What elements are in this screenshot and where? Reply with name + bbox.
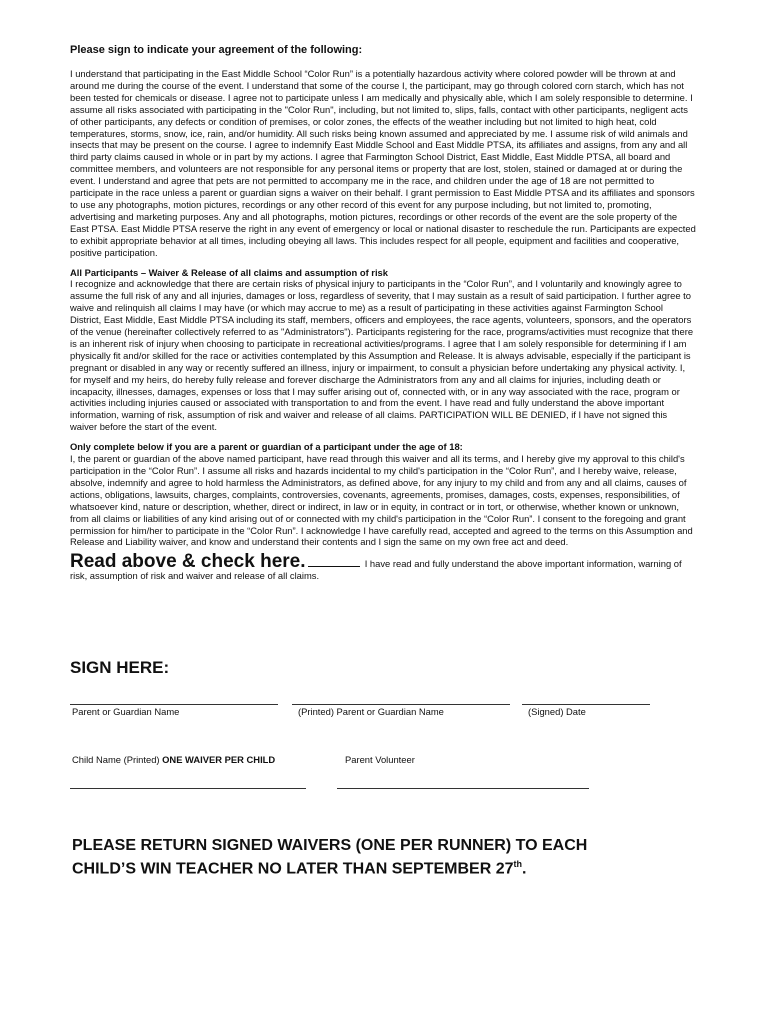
guardian-section-title: Only complete below if you are a parent or guardian of a participant under the age of 18: — [70, 441, 463, 453]
printed-parent-name-line[interactable] — [292, 704, 510, 705]
child-name-line[interactable] — [70, 788, 306, 789]
one-waiver-per-child-note: ONE WAIVER PER CHILD — [162, 754, 276, 765]
return-instructions-line-1: PLEASE RETURN SIGNED WAIVERS (ONE PER RUNNER) TO EACH — [72, 837, 588, 854]
parent-name-line[interactable] — [70, 704, 278, 705]
signed-date-line[interactable] — [522, 704, 650, 705]
guardian-consent-paragraph: I, the parent or guardian of the above named participant, have read through this waiver and all its terms, and I hereby give my approval to this child's participation in the “Color Run”. I assume all risks and hazards incidental to my child's participation in the “Color Run”, and I hereby waive, release, absolve, indemnify and agree to hold harmless the Administrators, as defined above, for any injury to my child and from any and all claims, causes of actions, obligations, lawsuits, charges, complaints, controversies, covenants, agreements, promises, damages, costs, expenses, responsibilities, of whatsoever kind, nature or description, whether, direct or indirect, in law or in equity, in contract or in tort, or otherwise, whether known or unknown, from all claims or liabilities of any kind arising out of or connected with my child's participation in the “Color Run”. I consent to the foregoing and grant permission for him/her to participate in the “Color Run”. I acknowledge I have carefully read, accepted and agreed to the terms on this Assumption and Release and Liability waiver, and know and understand their contents and I sign the same on my own free act and deed. — [70, 453, 693, 548]
printed-parent-name-label: (Printed) Parent or Guardian Name — [298, 706, 444, 717]
general-terms-paragraph: I understand that participating in the East Middle School “Color Run” is a potentially hazardous activity where colored powder will be thrown at and around me during the course of the event. I understand that some of the course I, the participant, may go through colored corn starch, which has not been tested for chemicals or disease. I agree not to participate unless I am medically and physically able, which I am solely responsible to determine. I assume all risks associated with participating in the "Color Run", including, but not limited to, slips, falls, contact with other participants, negligent acts of other participants, any defects or condition of premises, or color zones, the effects of the weather including but not limited to high heat, cold temperatures, storms, snow, ice, rain, and/or humidity. All such risks being known assumed and appreciated by me. I assume risk of wild animals and insects that may be present on the course. I agree to indemnify East Middle School and East Middle PTSA, its affiliates and assigns, from any and all third party claims caused in whole or in part by my actions. I agree that Farmington School District, East Middle, East Middle PTSA, all board and committee members, and volunteers are not responsible for any personal items or property that are lost, stolen, stained or damaged at or during the event. I understand and agree that pets are not permitted to accompany me in the race, and children under the age of 18 are not permitted to participate in the race unless a parent or guardian signs a waiver on their behalf. I grant permission to East Middle PTSA and its affiliates and sponsors to use any photographs, motion pictures, recordings or any other record of this event for any purpose including, but not limited to, promoting, advertising and marketing purposes. Any and all photographs, motion pictures, recordings or other records of the event are the sole property of the East PTSA. East Middle PTSA reserve the right in any event of emergency or local or national disaster to reschedule the run. Participants are expected to exhibit appropriate behavior at all times, including obeying all laws. This includes respect for all people, equipment and facilities and cooperative, positive participation. — [70, 68, 696, 258]
waiver-release-paragraph: I recognize and acknowledge that there are certain risks of physical injury to participants in the “Color Run”, and I voluntarily and knowingly agree to assume the full risk of any and all injuries, damages or loss, regardless of severity, that I may sustain as a result of said participation. I further agree to waive and relinquish all claims I may have (or which may accrue to me) as a result of participating in these activities against Farmington School District, East Middle, East Middle PTSA including its staff, members, officers and employees, the race agents, volunteers, sponsors, and the operators of the venue (hereinafter collectively referred to as "Administrators"). Participants registering for the race, programs/activities must recognize that there is an inherent risk of injury when choosing to participate in recreational activities/programs. I agree that I am solely responsible for determining if I am physically fit and/or skilled for the race or activities contemplated by this Assumption and Release. It is always advisable, especially if the participant is pregnant or disabled in any way or recently suffered an illness, injury or impairment, to consult a physician before undertaking any physical activity. I, for myself and my heirs, do hereby fully release and forever discharge the Administrators from any and all claims for injuries, including death or incapacity, illnesses, damages, expenses or loss that I may suffer arising out of, connected with, or in any way associated with the race, program or activities including injuries caused or associated with transportation to and from the event. I have read and fully understand the above important information, warning of risk, assumption of risk and waiver and release of all claims. PARTICIPATION WILL BE DENIED, if I have not signed this waiver before the start of the event. — [70, 278, 694, 433]
return-instructions — [72, 836, 712, 878]
acknowledgement-check-row — [70, 552, 696, 582]
waiver-release-title: All Participants – Waiver & Release of all claims and assumption of risk — [70, 266, 388, 278]
agreement-heading: Please sign to indicate your agreement of the following: — [70, 44, 363, 56]
parent-name-label: Parent or Guardian Name — [72, 706, 180, 717]
parent-volunteer-line[interactable] — [337, 788, 589, 789]
signed-date-label: (Signed) Date — [528, 706, 586, 717]
child-name-label — [72, 754, 275, 765]
waiver-document — [70, 44, 696, 582]
date-ordinal-suffix: th — [513, 859, 522, 869]
return-instructions-line-2 — [72, 855, 712, 878]
child-name-label-text: Child Name (Printed) — [72, 754, 163, 765]
parent-volunteer-label: Parent Volunteer — [345, 754, 415, 765]
sign-here-heading: SIGN HERE: — [70, 658, 170, 677]
return-instructions-period: . — [522, 860, 527, 878]
return-instructions-line-2-text: CHILD’S WIN TEACHER NO LATER THAN SEPTEMBER 27 — [72, 860, 514, 878]
check-here-blank[interactable] — [308, 552, 360, 567]
acknowledgement-statement: I have read and fully understand the above important information, warning of risk, assumption of risk and waiver and release of all claims. — [70, 558, 682, 582]
check-here-label: Read above & check here. — [70, 551, 306, 573]
